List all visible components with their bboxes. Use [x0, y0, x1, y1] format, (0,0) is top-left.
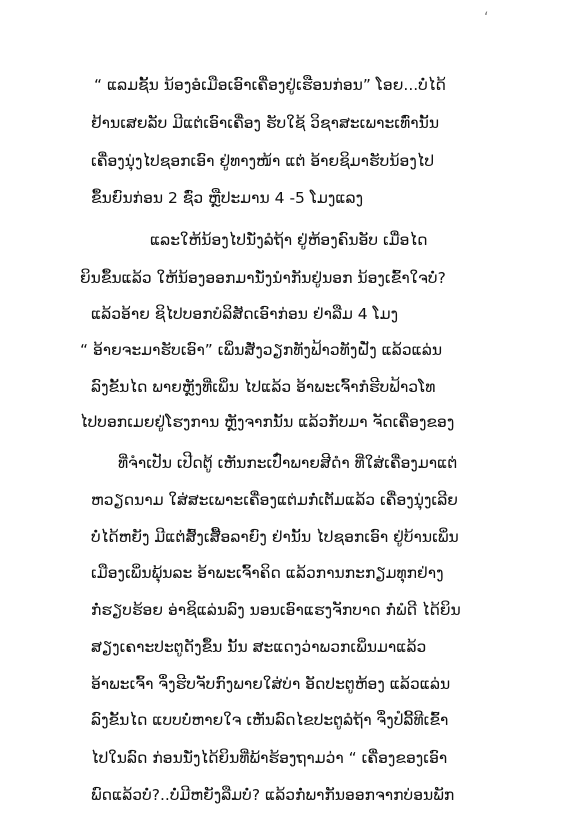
text-line-20: ພົດແລ້ວບໍ່?..ບໍ່ມີຫຍັງລືມບໍ່? ແລ້ວກໍ່ພາກັນອອກຈາກບ່ອນພັກ	[91, 786, 455, 804]
text-line-18: ລົງຂັ້ນໄດ ແບບບໍ່ຫາຍໃຈ ເຫັນລົດໄຂປະຕູລໍຖ້າ ຈຶ່ງປໍລີ້ທີເຂົ້າ	[91, 711, 449, 729]
text-line-5: ແລະໃຫ້ນ້ອງໄປນັ່ງລໍຖ້າ ຢູ່ຫ້ອງຄົນອັບ ເມື່ອໄດ	[150, 231, 428, 249]
text-line-7: ແລ້ວອ້າຍ ຊິໄປບອກບໍລິສັດເອົາກ່ອນ ຢ່າລືມ 4 ໂມງ	[91, 305, 399, 323]
text-line-6: ຍິນຂຶ້ນແລ້ວ ໃຫ້ນ້ອງອອກມານັ່ງນຳກັນຢູ່ນອກ ນ້ອງເຂົ້າໃຈບໍ່?	[80, 269, 446, 287]
text-line-15: ກໍ່ຮຽບຮ້ອຍ ອ່າຊິແລ່ນລົງ ນອນເອົາແຮງຈັກບາດ ກໍ່ພໍດີ ໄດ້ຍິນ	[91, 601, 461, 619]
text-line-11: ທີ່ຈຳເປັນ ເປີດຕູ້ ເຫັນກະເປົ໋າພາຍສີດຳ ທີ່ໃສ່ເຄື່ອງມາແຕ່	[118, 454, 458, 472]
text-line-2: ຢ້ານເສຍລັບ ມີແຕ່ເອົາເຄື່ອງ ຮັບໃຊ້ ວິຊາສະເພາະເທົ່ານັ້ນ	[91, 114, 440, 132]
text-line-3: ເຄື່ອງນຸ່ງໄປຊອກເອົາ ຢູ່ທາງໜ້າ ແຕ່ ອ້າຍຊິມາຮັບນ້ອງໄປ	[91, 152, 435, 170]
text-line-17: ອ້າພະເຈົ້າ ຈຶ່ງຮີບຈັບກົງພາຍໃສ່ບ່າ ອັດປະຕູຫ້ອງ ແລ້ວແລ່ນ	[91, 675, 451, 693]
text-line-16: ສຽງເຄາະປະຕູດັງຂຶ້ນ ນັ້ນ ສະແດງວ່າພວກເພິ່ນມາແລ້ວ	[91, 638, 427, 656]
text-line-13: ບໍ່ໄດ້ຫຍັງ ມີແຕ່ສົ້ງເສື້ອລາຍົງ ຢ່ານັ້ນ ໄປຊອກເອົາ ຢູ່ບ້ານເພິ່ນ	[91, 528, 459, 546]
text-line-8: “ ອ້າຍຈະມາຮັບເອົາ” ເພິ່ນສັ່ງວຽກທັງຟ້າວທັງຝັ່ງ ແລ້ວແລ່ນ	[80, 341, 443, 359]
text-line-14: ເມືອງເພິ່ນພຸ້ນລະ ອ້າພະເຈົ້າຄິດ ແລ້ວການກະກຽມທຸກຢ່າງ	[91, 564, 444, 582]
text-line-9: ລົງຂັ້ນໄດ ພາຍຫຼັງທີ່ເພິ່ນ ໄປແລ້ວ ອ້າພະເຈົ້າກໍຮີບຟ້າວໂທ	[91, 378, 436, 396]
text-line-1: “ ແລມຊັ້ນ ນ້ອງອໍເມືອເອົາເຄື່ອງຢູ່ເຮືອນກ່ອນ” ໂອຍ...ບໍ່ໄດ້	[94, 76, 446, 94]
text-line-4: ຂຶ້ນຍົນກ່ອນ 2 ຊົ່ວ ຫຼືປະມານ 4 -5 ໂມງແລງ	[91, 189, 364, 207]
text-line-19: ໄປໃນລົດ ກ່ອນນັ່ງໄດ້ຍິນທີ່ພ້າຮ້ອງຖາມວ່າ “ ເຄື່ອງຂອງເອົາ	[91, 749, 448, 767]
top-quote-mark: ‘	[484, 10, 489, 26]
text-line-10: ໄປບອກເມຍຢູ່ໂຮງການ ຫຼັງຈາກນັ້ນ ແລ້ວກັບມາ ຈັດເຄື່ອງຂອງ	[80, 413, 455, 431]
text-line-12: ຫວຽດນາມ ໃສ່ສະເພາະເຄື່ອງແຕ່ມກໍ່ເຕັມແລ້ວ ເຄື່ອງນຸ່ງເລີຍ	[91, 491, 458, 509]
